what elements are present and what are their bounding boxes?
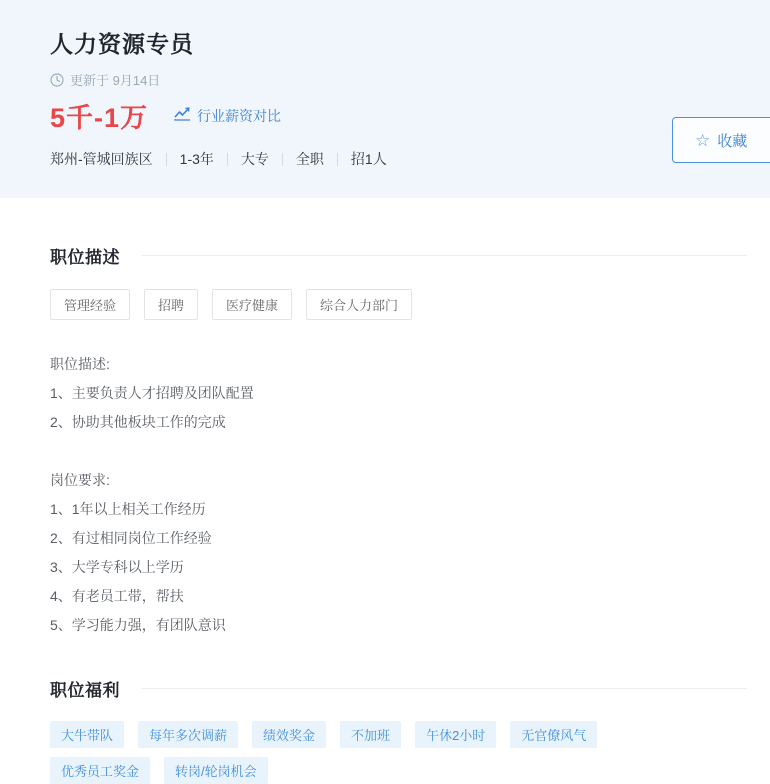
job-requirements-block (50, 466, 747, 640)
updated-row (50, 70, 770, 89)
requirement-line: 4、有老员工带，帮扶 (50, 588, 184, 604)
separator (282, 153, 283, 166)
category-tag[interactable]: 管理经验 (50, 289, 130, 320)
welfare-tag[interactable]: 午休2小时 (415, 721, 496, 748)
star-outline-icon: ☆ (695, 130, 711, 150)
job-info-item: 全职 (295, 151, 324, 167)
category-tag[interactable]: 医疗健康 (212, 289, 292, 320)
welfare-heading-text: 职位福利 (50, 681, 120, 700)
category-tag[interactable]: 综合人力部门 (306, 289, 412, 320)
welfare-tag[interactable]: 优秀员工奖金 (50, 757, 150, 784)
welfare-tag[interactable]: 不加班 (340, 721, 401, 748)
welfare-tag[interactable]: 转岗/轮岗机会 (164, 757, 268, 784)
job-description-block (50, 350, 747, 437)
welfare-tag[interactable]: 大牛带队 (50, 721, 124, 748)
job-header (0, 0, 770, 198)
heading-divider (142, 255, 747, 256)
separator (227, 153, 228, 166)
requirement-line: 2、有过相同岗位工作经验 (50, 530, 212, 546)
line-chart-icon (174, 107, 191, 124)
industry-salary-compare-link[interactable] (174, 106, 281, 126)
description-line: 2、协助其他板块工作的完成 (50, 414, 226, 430)
separator (166, 153, 167, 166)
welfare-tag[interactable]: 每年多次调薪 (138, 721, 238, 748)
welfare-tag[interactable]: 绩效奖金 (252, 721, 326, 748)
welfare-tags (50, 721, 670, 784)
job-info-item: 1-3年 (179, 151, 214, 167)
separator (337, 153, 338, 166)
welfare-tag[interactable]: 无官僚风气 (510, 721, 597, 748)
job-info-row (50, 149, 770, 169)
clock-icon (50, 73, 64, 87)
main-content (0, 198, 770, 784)
salary-value: 5千-1万 (50, 103, 149, 133)
description-section-heading (50, 198, 747, 268)
description-line: 职位描述: (50, 356, 110, 372)
job-info-item: 大专 (240, 151, 269, 167)
requirement-line: 5、学习能力强，有团队意识 (50, 617, 226, 633)
category-tag[interactable]: 招聘 (144, 289, 198, 320)
updated-text: 更新于 9月14日 (70, 73, 161, 88)
heading-divider (142, 688, 747, 689)
requirement-line: 岗位要求: (50, 472, 110, 488)
page-title: 人力资源专员 (50, 31, 194, 57)
job-category-tags (50, 289, 747, 320)
salary-compare-label: 行业薪资对比 (197, 107, 282, 124)
job-info-item: 郑州-管城回族区 (50, 151, 153, 167)
requirement-line: 3、大学专科以上学历 (50, 559, 184, 575)
welfare-section-heading (50, 676, 747, 701)
salary-row (50, 96, 770, 135)
job-info-item: 招1人 (350, 151, 387, 167)
favorite-button[interactable] (672, 117, 770, 163)
favorite-label: 收藏 (717, 132, 748, 150)
description-heading-text: 职位描述 (50, 248, 120, 267)
description-line: 1、主要负责人才招聘及团队配置 (50, 385, 254, 401)
requirement-line: 1、1年以上相关工作经历 (50, 501, 206, 517)
